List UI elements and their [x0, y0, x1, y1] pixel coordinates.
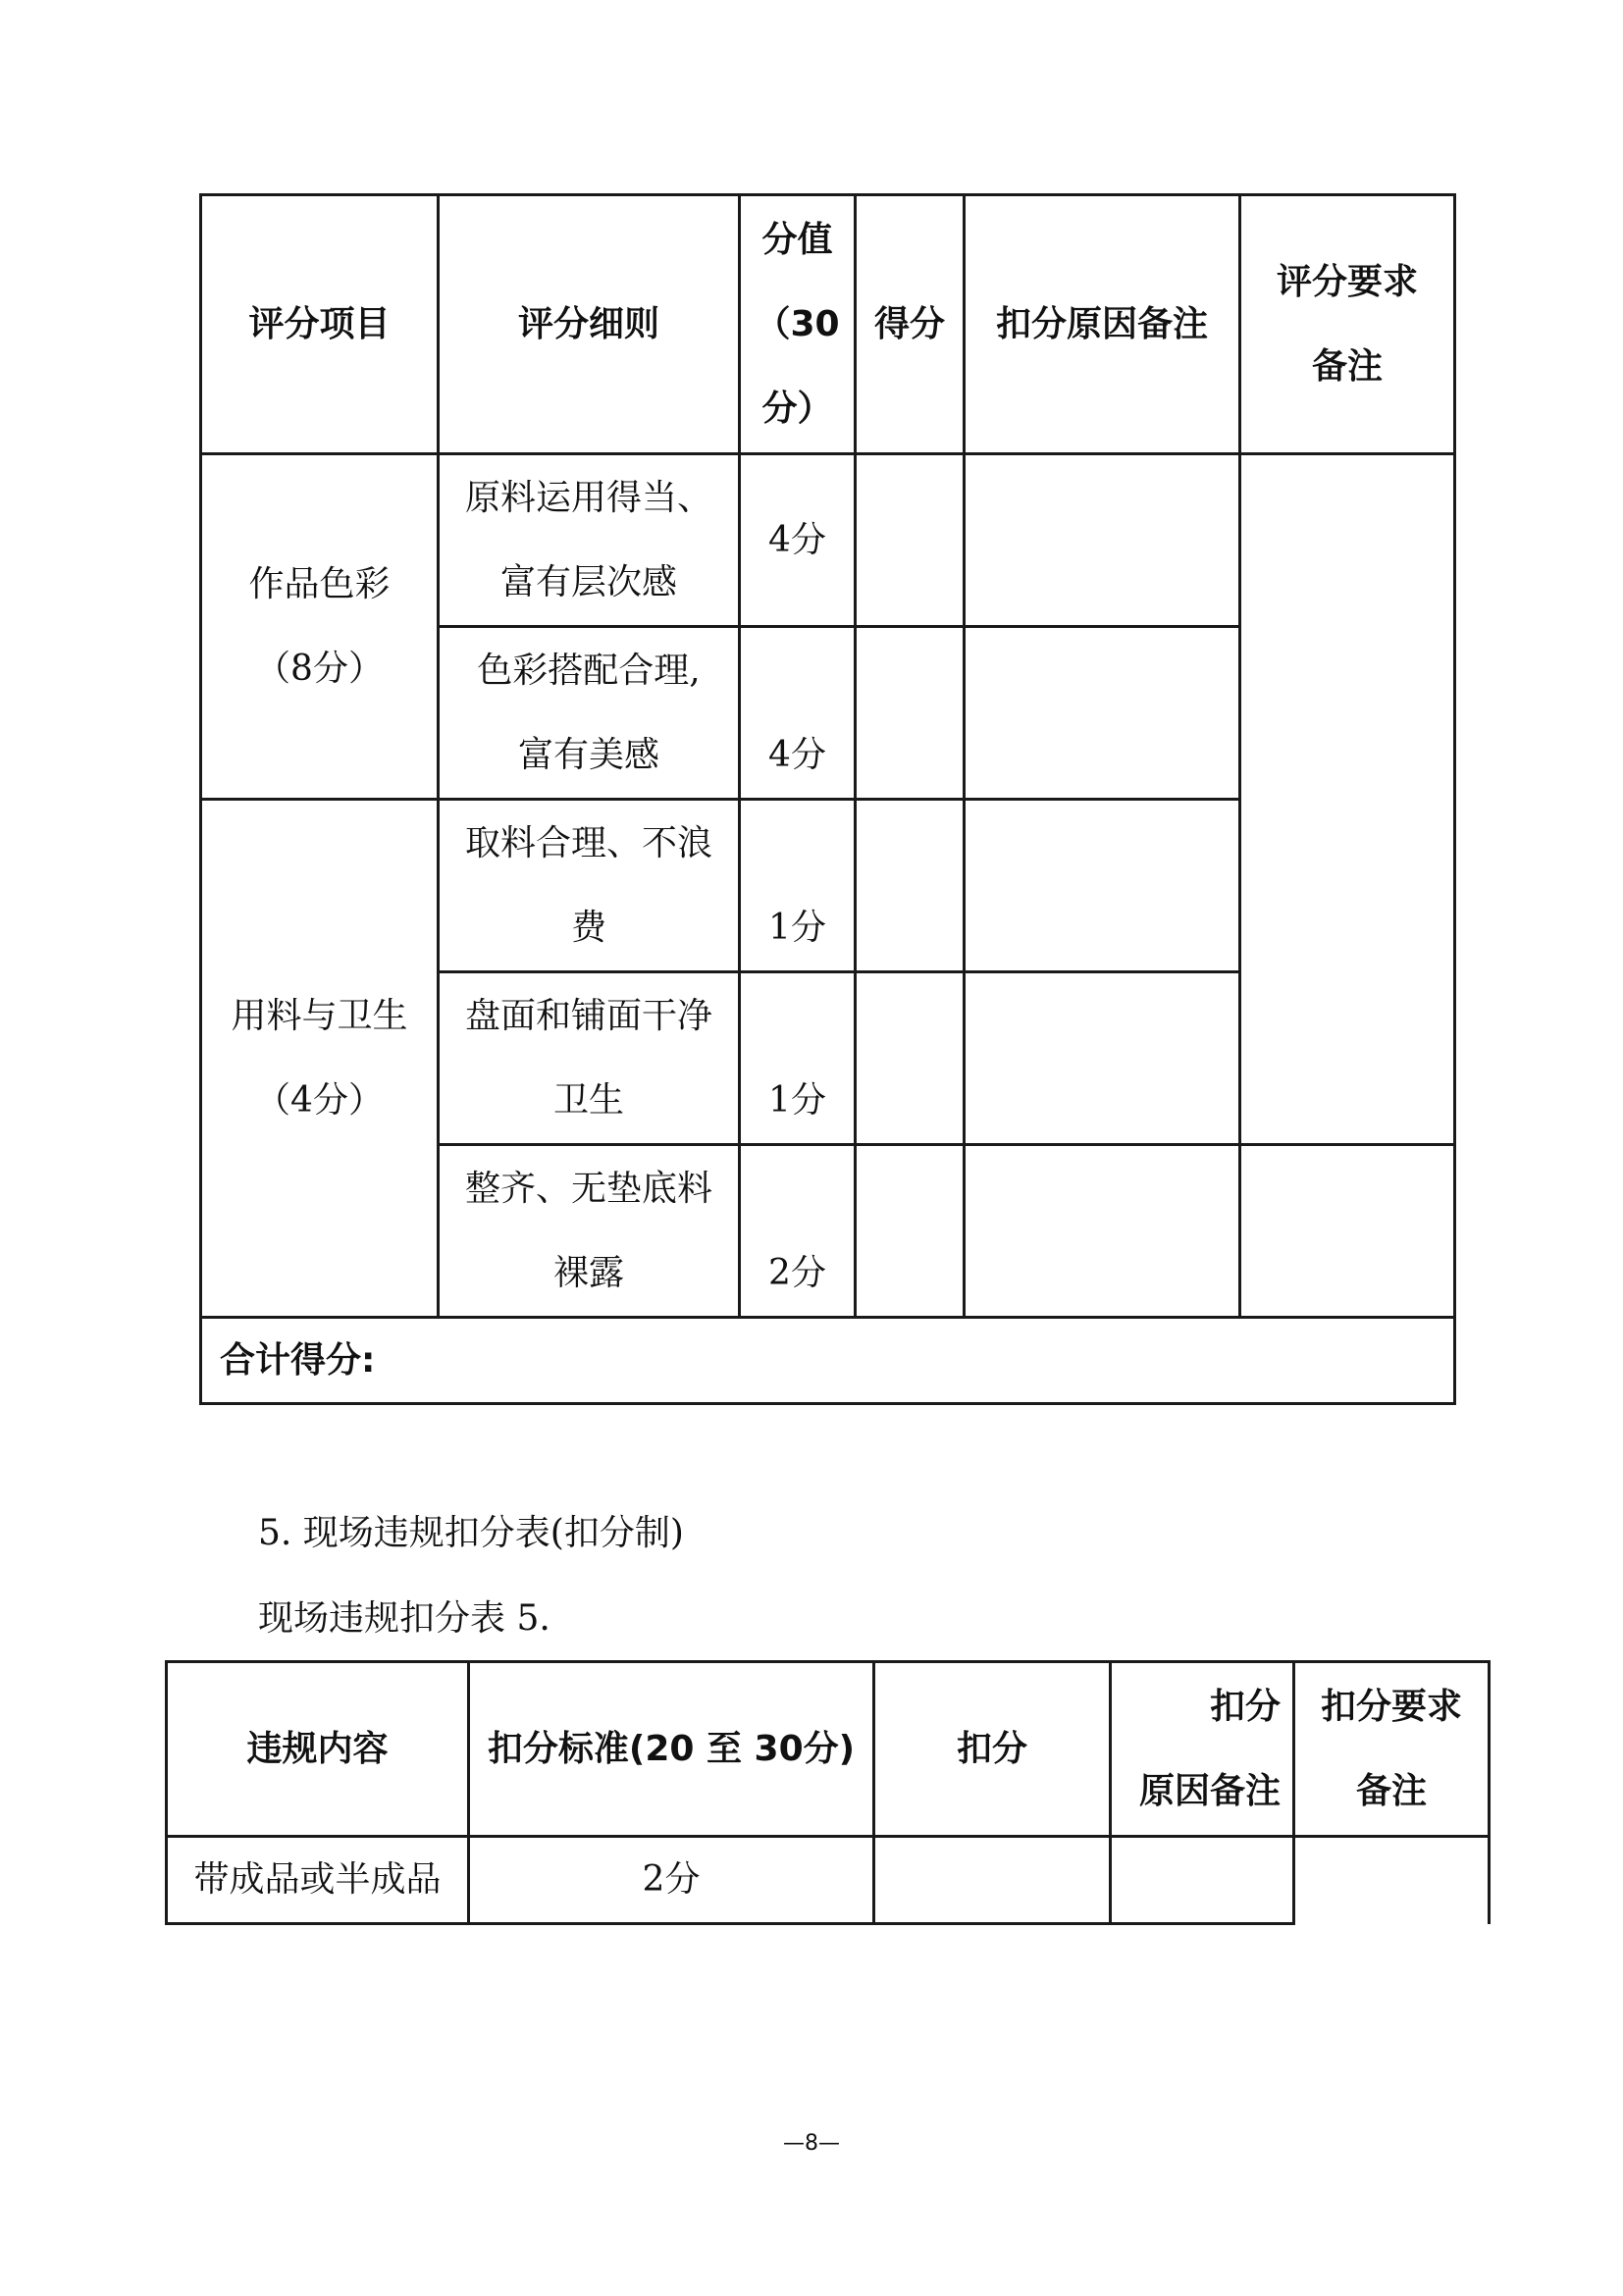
- deduct-reason-cell[interactable]: [965, 800, 1240, 972]
- group-item-line: （8分）: [255, 648, 384, 689]
- detail-line: 富有美感: [517, 734, 659, 775]
- requirement-cell[interactable]: [1240, 1145, 1455, 1318]
- score-cell[interactable]: [856, 972, 965, 1145]
- header-value-line: 分值: [761, 219, 833, 260]
- header-value-line: 分）: [761, 388, 833, 429]
- section-heading: 5. 现场违规扣分表(扣分制): [258, 1513, 684, 1553]
- detail-cell: [439, 454, 740, 627]
- header-requirement: [1294, 1662, 1490, 1837]
- detail-line: 卫生: [552, 1079, 624, 1121]
- header-reason-line: 原因备注: [1138, 1770, 1281, 1811]
- score-cell[interactable]: [856, 454, 965, 627]
- header-requirement-line: 备注: [1355, 1770, 1427, 1811]
- page-number: —8—: [783, 2131, 840, 2156]
- value-cell: 1分: [740, 800, 856, 972]
- group-item-line: 用料与卫生: [231, 995, 408, 1036]
- violation-standard-cell: 2分: [469, 1837, 874, 1924]
- detail-line: 色彩搭配合理,: [477, 650, 701, 691]
- detail-line: 取料合理、不浪: [464, 822, 712, 863]
- value-cell: 2分: [740, 1145, 856, 1318]
- detail-cell: [439, 1145, 740, 1318]
- group-item-material: [201, 800, 439, 1318]
- score-cell[interactable]: [856, 627, 965, 800]
- header-deduct: 扣分: [874, 1662, 1111, 1837]
- group-item-color: [201, 454, 439, 800]
- value-cell: 4分: [740, 454, 856, 627]
- header-reason: [1111, 1662, 1294, 1837]
- deduct-reason-cell[interactable]: [965, 454, 1240, 627]
- value-cell: 4分: [740, 627, 856, 800]
- value-cell: 1分: [740, 972, 856, 1145]
- table-row: [167, 1837, 1490, 1924]
- header-value-line: （30: [755, 303, 840, 344]
- deduct-reason-cell[interactable]: [965, 627, 1240, 800]
- detail-line: 费: [570, 907, 606, 948]
- header-deduct-reason: 扣分原因备注: [965, 195, 1240, 454]
- header-standard: 扣分标准(20 至 30分): [469, 1662, 874, 1837]
- group-item-line: （4分）: [255, 1079, 384, 1121]
- deduct-cell[interactable]: [874, 1837, 1111, 1924]
- scoring-table-header-row: [201, 195, 1455, 454]
- total-score-label: 合计得分:: [201, 1318, 1455, 1404]
- table-row: [201, 454, 1455, 627]
- detail-line: 裸露: [552, 1252, 624, 1293]
- requirement-cell[interactable]: [1294, 1837, 1490, 1924]
- header-reason-line: 扣分: [1209, 1686, 1281, 1727]
- deduct-reason-cell[interactable]: [965, 1145, 1240, 1318]
- detail-cell: [439, 972, 740, 1145]
- violation-table: [165, 1660, 1491, 1925]
- header-requirement: [1240, 195, 1455, 454]
- detail-line: 原料运用得当、: [464, 477, 712, 518]
- reason-cell[interactable]: [1111, 1837, 1294, 1924]
- table-caption: 现场违规扣分表 5.: [258, 1598, 550, 1639]
- detail-line: 整齐、无垫底料: [464, 1168, 712, 1209]
- group-item-line: 作品色彩: [248, 563, 391, 604]
- score-cell[interactable]: [856, 800, 965, 972]
- header-score: 得分: [856, 195, 965, 454]
- violation-content-cell: 带成品或半成品: [167, 1837, 469, 1924]
- deduct-reason-cell[interactable]: [965, 972, 1240, 1145]
- requirement-cell[interactable]: [1240, 454, 1455, 1145]
- score-cell[interactable]: [856, 1145, 965, 1318]
- detail-cell: [439, 800, 740, 972]
- header-requirement-line: 备注: [1311, 345, 1383, 387]
- header-requirement-line: 评分要求: [1276, 261, 1418, 302]
- violation-table-header-row: [167, 1662, 1490, 1837]
- total-row: [201, 1318, 1455, 1404]
- header-requirement-line: 扣分要求: [1320, 1686, 1462, 1727]
- scoring-table: [199, 193, 1456, 1405]
- detail-line: 盘面和铺面干净: [464, 995, 712, 1036]
- detail-cell: [439, 627, 740, 800]
- header-content: 违规内容: [167, 1662, 469, 1837]
- header-value: [740, 195, 856, 454]
- detail-line: 富有层次感: [499, 561, 677, 602]
- header-item: 评分项目: [201, 195, 439, 454]
- header-detail: 评分细则: [439, 195, 740, 454]
